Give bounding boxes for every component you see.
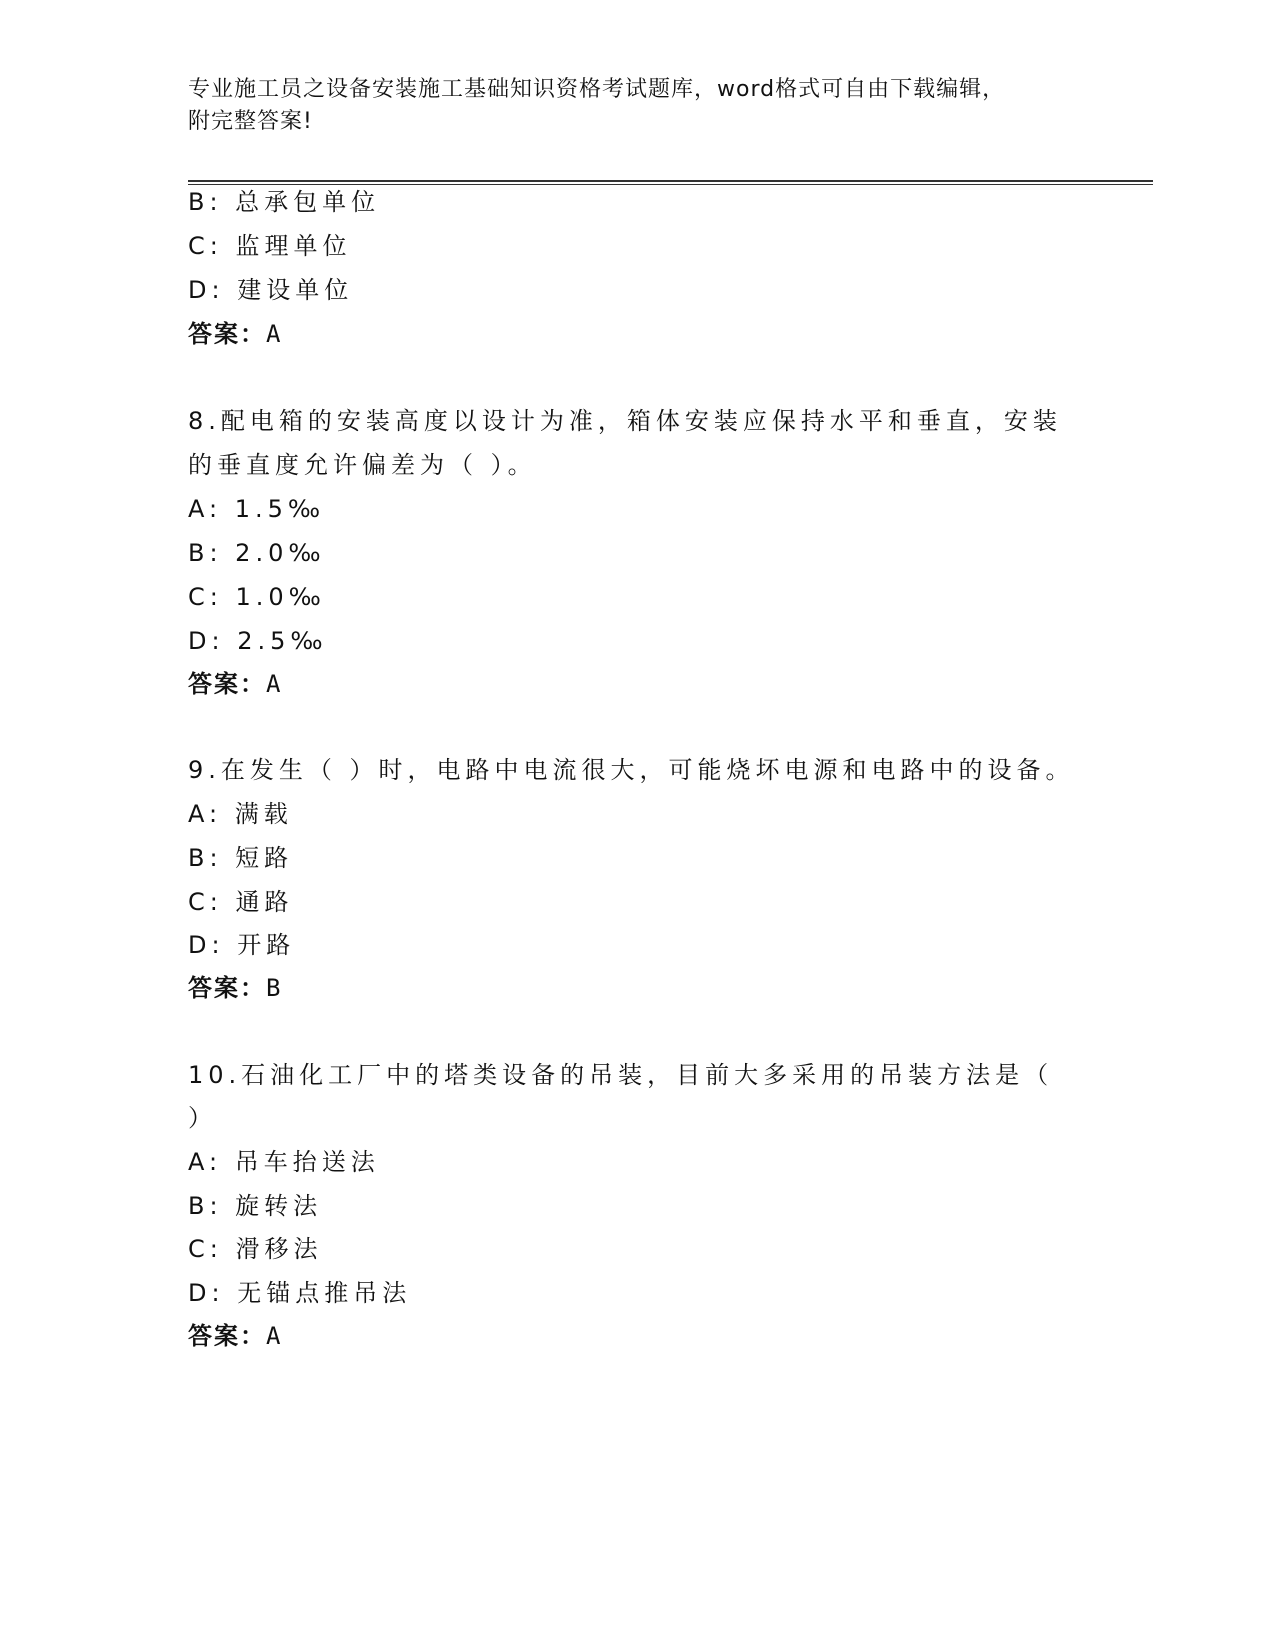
answer-value: B xyxy=(266,974,283,1002)
answer-value: A xyxy=(266,1322,283,1350)
q10-stem-line1: 10.石油化工厂中的塔类设备的吊装，目前大多采用的吊装方法是（ xyxy=(188,1061,1054,1089)
q10-stem-line2: ） xyxy=(188,1104,217,1132)
q7-option-b: B: 总承包单位 xyxy=(188,188,381,216)
header-title-line2: 附完整答案! xyxy=(188,109,313,134)
q8-answer xyxy=(188,669,282,699)
header-title-line1: 专业施工员之设备安装施工基础知识资格考试题库，word格式可自由下载编辑， xyxy=(188,77,1006,102)
q10-answer xyxy=(188,1321,282,1351)
q7-option-d: D: 建设单位 xyxy=(188,276,354,304)
q9-option-c: C: 通路 xyxy=(188,888,294,916)
q10-option-d: D: 无锚点推吊法 xyxy=(188,1279,412,1307)
q8-option-a: A: 1.5‰ xyxy=(188,495,326,523)
q9-stem-line1: 9.在发生（ ）时，电路中电流很大，可能烧坏电源和电路中的设备。 xyxy=(188,756,1075,784)
q9-answer xyxy=(188,973,282,1003)
q10-option-a: A: 吊车抬送法 xyxy=(188,1148,380,1176)
answer-label: 答案： xyxy=(188,974,266,1002)
q9-option-a: A: 满载 xyxy=(188,800,293,828)
q8-option-b: B: 2.0‰ xyxy=(188,539,326,567)
q8-stem-line2: 的垂直度允许偏差为（ ）。 xyxy=(188,451,537,479)
q8-stem-line1: 8.配电箱的安装高度以设计为准，箱体安装应保持水平和垂直，安装 xyxy=(188,407,1062,435)
q7-answer xyxy=(188,319,282,349)
answer-label: 答案： xyxy=(188,670,266,698)
page-header xyxy=(188,74,1068,138)
q7-option-c: C: 监理单位 xyxy=(188,232,352,260)
q8-option-c: C: 1.0‰ xyxy=(188,583,326,611)
answer-value: A xyxy=(266,320,283,348)
q10-option-b: B: 旋转法 xyxy=(188,1192,323,1220)
q9-option-d: D: 开路 xyxy=(188,931,296,959)
answer-label: 答案： xyxy=(188,1322,266,1350)
header-divider xyxy=(188,180,1153,185)
q10-option-c: C: 滑移法 xyxy=(188,1235,323,1263)
answer-label: 答案： xyxy=(188,320,266,348)
q8-option-d: D: 2.5‰ xyxy=(188,627,328,655)
answer-value: A xyxy=(266,670,283,698)
q9-option-b: B: 短路 xyxy=(188,844,294,872)
